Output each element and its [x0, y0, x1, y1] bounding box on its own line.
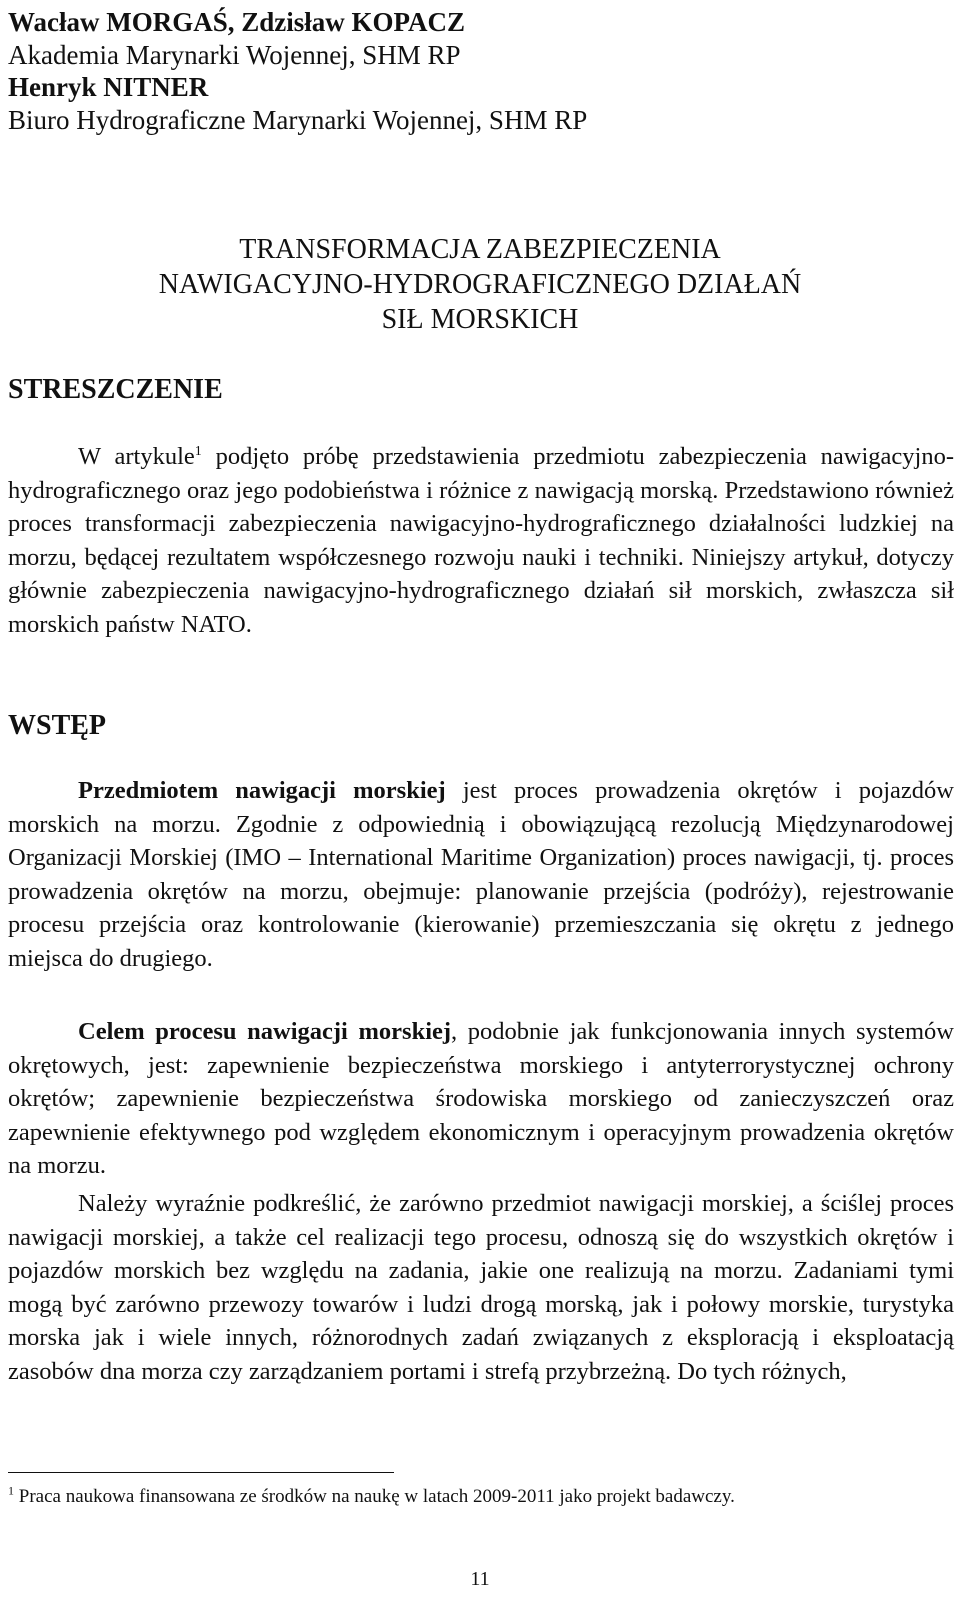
footnote	[8, 1485, 735, 1509]
title-line-3: SIŁ MORSKICH	[381, 304, 579, 335]
author-affiliation-1: Akademia Marynarki Wojennej, SHM RP	[8, 39, 461, 70]
abstract-text-rest: podjęto próbę przedstawienia przedmiotu zabezpieczenia nawigacyjno-hydrograficznego oraz jego podobieństwa i różnice z nawigacją morską. Przedstawiono również proces transformacji zabezpieczenia nawigacyjno-hydrograficznego działalności ludzkiej na morzu, będącej rezultatem współczesnego rozwoju nauki i techniki. Niniejszy artykuł, dotyczy głównie zabezpieczenia nawigacyjno-hydrograficznego działań sił morskich, zwłaszcza sił morskich państw NATO.	[8, 443, 954, 638]
intro-heading: WSTĘP	[8, 710, 107, 741]
footnote-mark: 1	[8, 1483, 14, 1498]
author-names-2: Henryk NITNER	[8, 72, 209, 102]
author-affiliation-2: Biuro Hydrograficzne Marynarki Wojennej, SHM RP	[8, 104, 588, 135]
footnote-divider	[8, 1472, 394, 1473]
intro-p1-text: jest proces prowadzenia okrętów i pojazdów morskich na morzu. Zgodnie z odpowiednią i obowiązującą rezolucją Międzynarodowej Organizacji Morskiej (IMO – International Maritime Organization) proces nawigacji, tj. proces prowadzenia okrętów na morzu, obejmuje: planowanie przejścia (podróży), rejestrowanie procesu przejścia oraz kontrolowanie (kierowanie) przemieszczania się okrętu z jednego miejsca do drugiego.	[8, 777, 954, 972]
abstract-heading: STRESZCZENIE	[8, 374, 223, 405]
footnote-text: Praca naukowa finansowana ze środków na naukę w latach 2009-2011 jako projekt badawczy.	[14, 1486, 735, 1507]
intro-paragraph-3: Należy wyraźnie podkreślić, że zarówno przedmiot nawigacji morskiej, a ściślej proces nawigacji morskiej, a także cel realizacji tego procesu, odnoszą się do wszystkich okrętów i pojazdów morskich bez względu na zadania, jakie one realizują na morzu. Zadaniami tymi mogą być zarówno przewozy towarów i ludzi drogą morską, jak i połowy morskie, turystyka morska jak i wiele innych, różnorodnych zadań związanych z eksploracją i eksploatacją zasobów dna morza czy zarządzaniem portami i strefą przybrzeżną. Do tych różnych,	[8, 1190, 954, 1385]
intro-p2-emphasis: Celem procesu nawigacji morskiej	[78, 1018, 452, 1045]
title-line-2: NAWIGACYJNO-HYDROGRAFICZNEGO DZIAŁAŃ	[158, 269, 802, 300]
abstract-paragraph	[8, 440, 954, 641]
title-line-1: TRANSFORMACJA ZABEZPIECZENIA	[239, 234, 721, 265]
author-names-1: Wacław MORGAŚ, Zdzisław KOPACZ	[8, 7, 466, 37]
abstract-text-start: W artykule	[78, 443, 195, 470]
footnote-reference: 1	[194, 443, 202, 459]
intro-p1-emphasis: Przedmiotem nawigacji morskiej	[78, 777, 446, 804]
article-title	[0, 232, 960, 337]
intro-p2-text: , podobnie jak funkcjonowania innych systemów okrętowych, jest: zapewnienie bezpieczeństwa morskiego i antyterrorystycznej ochrony okrętów; zapewnienie bezpieczeństwa środowiska morskiego od zanieczyszczeń oraz zapewnienie efektywnego pod względem ekonomicznym i operacyjnym prowadzenia okrętów na morzu.	[8, 1018, 954, 1179]
intro-paragraph-1	[8, 774, 954, 975]
author-block	[8, 6, 587, 136]
intro-paragraph-2	[8, 1015, 954, 1183]
page-number: 11	[470, 1568, 490, 1590]
